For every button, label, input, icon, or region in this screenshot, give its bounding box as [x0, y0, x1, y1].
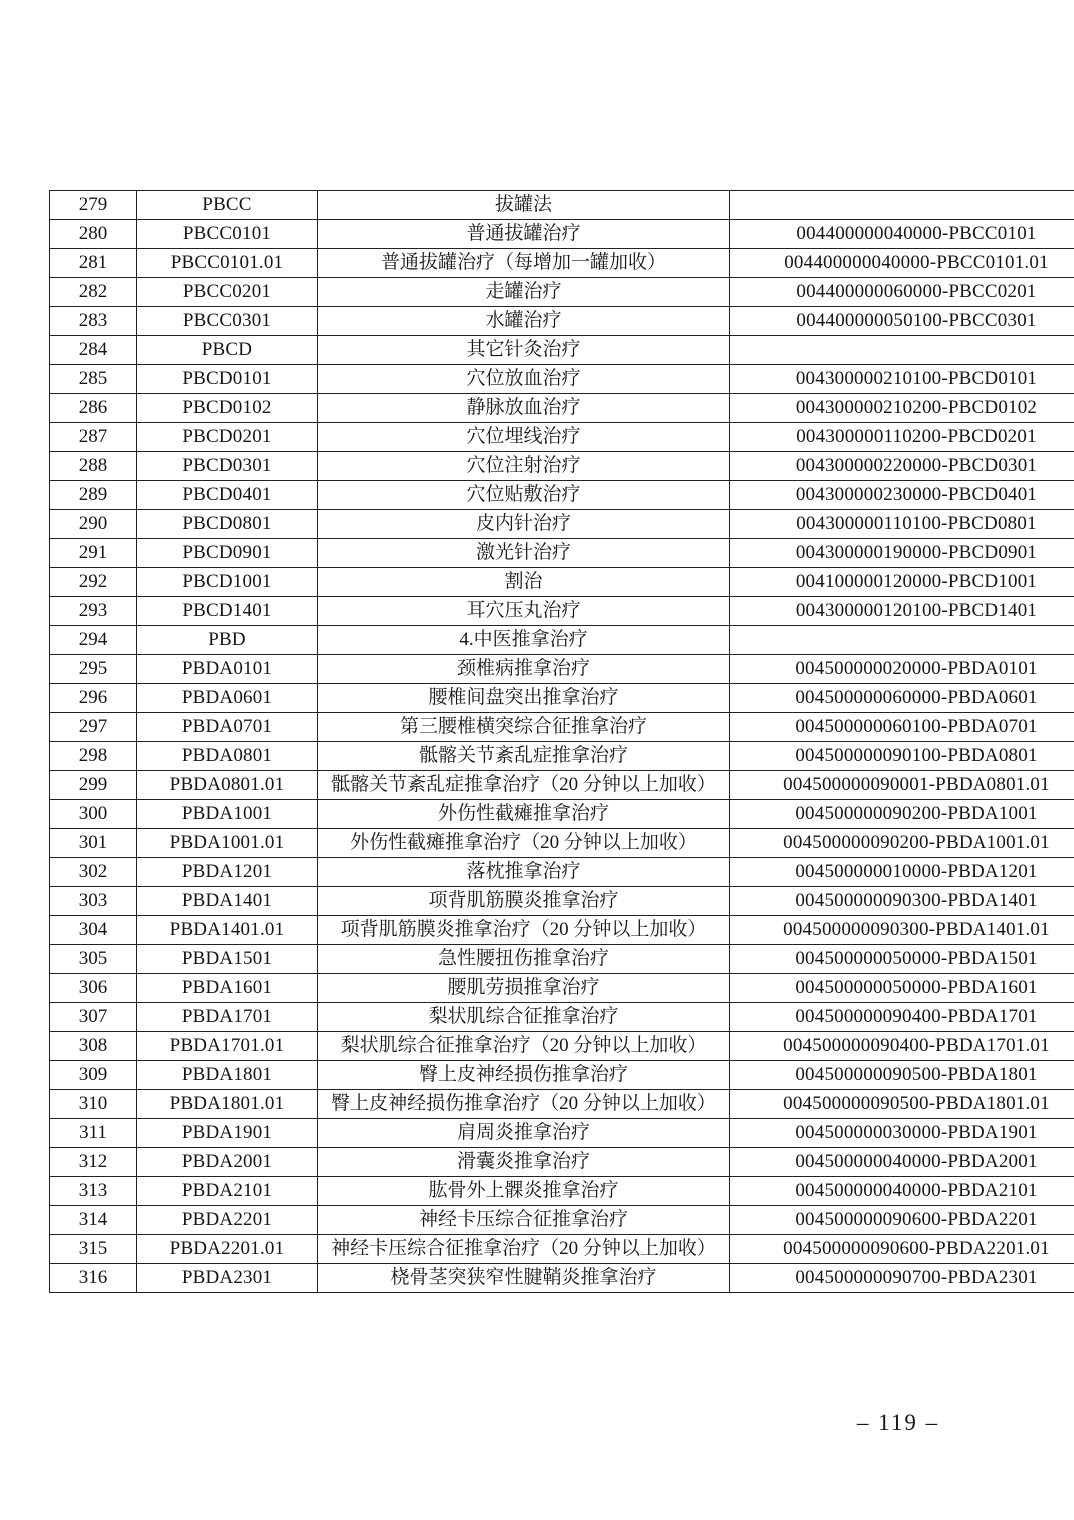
item-name-cell: 走罐治疗	[318, 278, 730, 307]
full-code-cell: 004500000090600-PBDA2201.01	[730, 1235, 1074, 1264]
item-name-cell: 急性腰扭伤推拿治疗	[318, 945, 730, 974]
item-name-cell: 腰肌劳损推拿治疗	[318, 974, 730, 1003]
table-row	[50, 220, 1074, 249]
table-row	[50, 1235, 1074, 1264]
item-name-cell: 穴位放血治疗	[318, 365, 730, 394]
row-number-cell: 297	[50, 713, 137, 742]
full-code-cell: 004500000010000-PBDA1201	[730, 858, 1074, 887]
item-code-cell: PBDA1201	[137, 858, 318, 887]
row-number-cell: 306	[50, 974, 137, 1003]
full-code-cell: 004500000090400-PBDA1701	[730, 1003, 1074, 1032]
full-code-cell: 004400000040000-PBCC0101.01	[730, 249, 1074, 278]
item-code-cell: PBCD	[137, 336, 318, 365]
item-code-cell: PBDA0801	[137, 742, 318, 771]
item-code-cell: PBCC0301	[137, 307, 318, 336]
table-row	[50, 249, 1074, 278]
full-code-cell: 004300000110200-PBCD0201	[730, 423, 1074, 452]
row-number-cell: 310	[50, 1090, 137, 1119]
item-name-cell: 拔罐法	[318, 191, 730, 220]
item-name-cell: 穴位贴敷治疗	[318, 481, 730, 510]
item-code-cell: PBDA1501	[137, 945, 318, 974]
full-code-cell: 004300000230000-PBCD0401	[730, 481, 1074, 510]
item-code-cell: PBDA2101	[137, 1177, 318, 1206]
row-number-cell: 289	[50, 481, 137, 510]
table-row	[50, 858, 1074, 887]
full-code-cell: 004500000090700-PBDA2301	[730, 1264, 1074, 1293]
row-number-cell: 301	[50, 829, 137, 858]
table-row	[50, 452, 1074, 481]
item-name-cell: 梨状肌综合征推拿治疗（20 分钟以上加收）	[318, 1032, 730, 1061]
table-row	[50, 191, 1074, 220]
page-number: – 119 –	[856, 1410, 940, 1435]
table-row	[50, 365, 1074, 394]
full-code-cell: 004300000190000-PBCD0901	[730, 539, 1074, 568]
row-number-cell: 296	[50, 684, 137, 713]
table-row	[50, 829, 1074, 858]
table-row	[50, 742, 1074, 771]
row-number-cell: 303	[50, 887, 137, 916]
table-row	[50, 655, 1074, 684]
item-name-cell: 激光针治疗	[318, 539, 730, 568]
row-number-cell: 288	[50, 452, 137, 481]
table-row	[50, 1177, 1074, 1206]
item-code-cell: PBDA2201.01	[137, 1235, 318, 1264]
item-name-cell: 耳穴压丸治疗	[318, 597, 730, 626]
table-row	[50, 1148, 1074, 1177]
item-name-cell: 神经卡压综合征推拿治疗	[318, 1206, 730, 1235]
item-code-cell: PBDA1001.01	[137, 829, 318, 858]
full-code-cell: 004500000090500-PBDA1801	[730, 1061, 1074, 1090]
full-code-cell: 004500000090600-PBDA2201	[730, 1206, 1074, 1235]
item-name-cell: 第三腰椎横突综合征推拿治疗	[318, 713, 730, 742]
item-name-cell: 水罐治疗	[318, 307, 730, 336]
item-name-cell: 肱骨外上髁炎推拿治疗	[318, 1177, 730, 1206]
item-name-cell: 臀上皮神经损伤推拿治疗	[318, 1061, 730, 1090]
table-row	[50, 887, 1074, 916]
item-name-cell: 项背肌筋膜炎推拿治疗（20 分钟以上加收）	[318, 916, 730, 945]
item-name-cell: 穴位注射治疗	[318, 452, 730, 481]
item-code-cell: PBDA1901	[137, 1119, 318, 1148]
item-name-cell: 外伤性截瘫推拿治疗	[318, 800, 730, 829]
table-row	[50, 597, 1074, 626]
table-row	[50, 1119, 1074, 1148]
row-number-cell: 311	[50, 1119, 137, 1148]
table-row	[50, 336, 1074, 365]
row-number-cell: 286	[50, 394, 137, 423]
item-name-cell: 割治	[318, 568, 730, 597]
full-code-cell: 004500000040000-PBDA2101	[730, 1177, 1074, 1206]
row-number-cell: 279	[50, 191, 137, 220]
row-number-cell: 312	[50, 1148, 137, 1177]
item-code-cell: PBCC0101	[137, 220, 318, 249]
item-name-cell: 滑囊炎推拿治疗	[318, 1148, 730, 1177]
full-code-cell: 004500000090500-PBDA1801.01	[730, 1090, 1074, 1119]
row-number-cell: 304	[50, 916, 137, 945]
item-code-cell: PBDA1701.01	[137, 1032, 318, 1061]
item-code-cell: PBCD1401	[137, 597, 318, 626]
item-name-cell: 颈椎病推拿治疗	[318, 655, 730, 684]
full-code-cell: 004500000040000-PBDA2001	[730, 1148, 1074, 1177]
row-number-cell: 298	[50, 742, 137, 771]
item-code-cell: PBDA2201	[137, 1206, 318, 1235]
table-row	[50, 1032, 1074, 1061]
item-name-cell: 穴位埋线治疗	[318, 423, 730, 452]
table-body	[50, 191, 1074, 1293]
full-code-cell: 004500000060000-PBDA0601	[730, 684, 1074, 713]
row-number-cell: 302	[50, 858, 137, 887]
row-number-cell: 294	[50, 626, 137, 655]
table-row	[50, 945, 1074, 974]
item-name-cell: 其它针灸治疗	[318, 336, 730, 365]
item-code-cell: PBDA0701	[137, 713, 318, 742]
full-code-cell: 004500000050000-PBDA1601	[730, 974, 1074, 1003]
table-row	[50, 278, 1074, 307]
row-number-cell: 300	[50, 800, 137, 829]
full-code-cell: 004300000220000-PBCD0301	[730, 452, 1074, 481]
medical-service-codes-table	[49, 190, 1074, 1293]
full-code-cell	[730, 191, 1074, 220]
full-code-cell	[730, 336, 1074, 365]
table-row	[50, 307, 1074, 336]
row-number-cell: 280	[50, 220, 137, 249]
table-row	[50, 800, 1074, 829]
row-number-cell: 283	[50, 307, 137, 336]
full-code-cell: 004500000090300-PBDA1401.01	[730, 916, 1074, 945]
table-row	[50, 626, 1074, 655]
row-number-cell: 313	[50, 1177, 137, 1206]
item-name-cell: 桡骨茎突狭窄性腱鞘炎推拿治疗	[318, 1264, 730, 1293]
item-code-cell: PBDA0601	[137, 684, 318, 713]
row-number-cell: 287	[50, 423, 137, 452]
row-number-cell: 293	[50, 597, 137, 626]
row-number-cell: 290	[50, 510, 137, 539]
item-name-cell: 普通拔罐治疗（每增加一罐加收）	[318, 249, 730, 278]
table-row	[50, 974, 1074, 1003]
item-code-cell: PBCD0401	[137, 481, 318, 510]
item-code-cell: PBDA1801.01	[137, 1090, 318, 1119]
item-name-cell: 普通拔罐治疗	[318, 220, 730, 249]
item-code-cell: PBDA1701	[137, 1003, 318, 1032]
full-code-cell: 004500000060100-PBDA0701	[730, 713, 1074, 742]
item-name-cell: 神经卡压综合征推拿治疗（20 分钟以上加收）	[318, 1235, 730, 1264]
full-code-cell: 004100000120000-PBCD1001	[730, 568, 1074, 597]
row-number-cell: 284	[50, 336, 137, 365]
item-code-cell: PBDA0101	[137, 655, 318, 684]
table-row	[50, 394, 1074, 423]
table-row	[50, 1090, 1074, 1119]
item-name-cell: 臀上皮神经损伤推拿治疗（20 分钟以上加收）	[318, 1090, 730, 1119]
row-number-cell: 305	[50, 945, 137, 974]
item-name-cell: 4.中医推拿治疗	[318, 626, 730, 655]
table-row	[50, 1206, 1074, 1235]
full-code-cell: 004400000040000-PBCC0101	[730, 220, 1074, 249]
item-code-cell: PBDA1601	[137, 974, 318, 1003]
row-number-cell: 309	[50, 1061, 137, 1090]
item-code-cell: PBCD0201	[137, 423, 318, 452]
row-number-cell: 282	[50, 278, 137, 307]
item-name-cell: 落枕推拿治疗	[318, 858, 730, 887]
full-code-cell: 004500000090200-PBDA1001.01	[730, 829, 1074, 858]
item-code-cell: PBD	[137, 626, 318, 655]
item-code-cell: PBCD1001	[137, 568, 318, 597]
full-code-cell: 004500000050000-PBDA1501	[730, 945, 1074, 974]
item-code-cell: PBCC	[137, 191, 318, 220]
item-code-cell: PBCD0901	[137, 539, 318, 568]
full-code-cell	[730, 626, 1074, 655]
item-code-cell: PBCC0201	[137, 278, 318, 307]
item-name-cell: 腰椎间盘突出推拿治疗	[318, 684, 730, 713]
table-row	[50, 1003, 1074, 1032]
item-code-cell: PBCD0301	[137, 452, 318, 481]
item-name-cell: 梨状肌综合征推拿治疗	[318, 1003, 730, 1032]
item-code-cell: PBDA2001	[137, 1148, 318, 1177]
row-number-cell: 285	[50, 365, 137, 394]
full-code-cell: 004300000120100-PBCD1401	[730, 597, 1074, 626]
row-number-cell: 295	[50, 655, 137, 684]
row-number-cell: 292	[50, 568, 137, 597]
table-row	[50, 713, 1074, 742]
item-code-cell: PBDA1401.01	[137, 916, 318, 945]
row-number-cell: 291	[50, 539, 137, 568]
item-code-cell: PBCD0101	[137, 365, 318, 394]
full-code-cell: 004400000060000-PBCC0201	[730, 278, 1074, 307]
full-code-cell: 004300000210100-PBCD0101	[730, 365, 1074, 394]
table-row	[50, 916, 1074, 945]
item-name-cell: 项背肌筋膜炎推拿治疗	[318, 887, 730, 916]
row-number-cell: 299	[50, 771, 137, 800]
item-name-cell: 外伤性截瘫推拿治疗（20 分钟以上加收）	[318, 829, 730, 858]
full-code-cell: 004500000090400-PBDA1701.01	[730, 1032, 1074, 1061]
full-code-cell: 004500000090100-PBDA0801	[730, 742, 1074, 771]
full-code-cell: 004500000090200-PBDA1001	[730, 800, 1074, 829]
item-name-cell: 肩周炎推拿治疗	[318, 1119, 730, 1148]
item-code-cell: PBDA2301	[137, 1264, 318, 1293]
table-row	[50, 510, 1074, 539]
item-code-cell: PBDA1401	[137, 887, 318, 916]
item-code-cell: PBDA0801.01	[137, 771, 318, 800]
table-row	[50, 1061, 1074, 1090]
item-name-cell: 骶髂关节紊乱症推拿治疗	[318, 742, 730, 771]
full-code-cell: 004500000090001-PBDA0801.01	[730, 771, 1074, 800]
table-row	[50, 423, 1074, 452]
table-row	[50, 539, 1074, 568]
item-name-cell: 静脉放血治疗	[318, 394, 730, 423]
full-code-cell: 004300000210200-PBCD0102	[730, 394, 1074, 423]
table-row	[50, 771, 1074, 800]
row-number-cell: 315	[50, 1235, 137, 1264]
table-row	[50, 1264, 1074, 1293]
item-name-cell: 皮内针治疗	[318, 510, 730, 539]
item-code-cell: PBCD0102	[137, 394, 318, 423]
full-code-cell: 004500000020000-PBDA0101	[730, 655, 1074, 684]
table-row	[50, 684, 1074, 713]
row-number-cell: 316	[50, 1264, 137, 1293]
full-code-cell: 004300000110100-PBCD0801	[730, 510, 1074, 539]
row-number-cell: 314	[50, 1206, 137, 1235]
item-code-cell: PBDA1801	[137, 1061, 318, 1090]
item-code-cell: PBDA1001	[137, 800, 318, 829]
item-name-cell: 骶髂关节紊乱症推拿治疗（20 分钟以上加收）	[318, 771, 730, 800]
table-row	[50, 481, 1074, 510]
table-row	[50, 568, 1074, 597]
full-code-cell: 004500000030000-PBDA1901	[730, 1119, 1074, 1148]
item-code-cell: PBCD0801	[137, 510, 318, 539]
full-code-cell: 004400000050100-PBCC0301	[730, 307, 1074, 336]
item-code-cell: PBCC0101.01	[137, 249, 318, 278]
row-number-cell: 308	[50, 1032, 137, 1061]
row-number-cell: 307	[50, 1003, 137, 1032]
full-code-cell: 004500000090300-PBDA1401	[730, 887, 1074, 916]
row-number-cell: 281	[50, 249, 137, 278]
